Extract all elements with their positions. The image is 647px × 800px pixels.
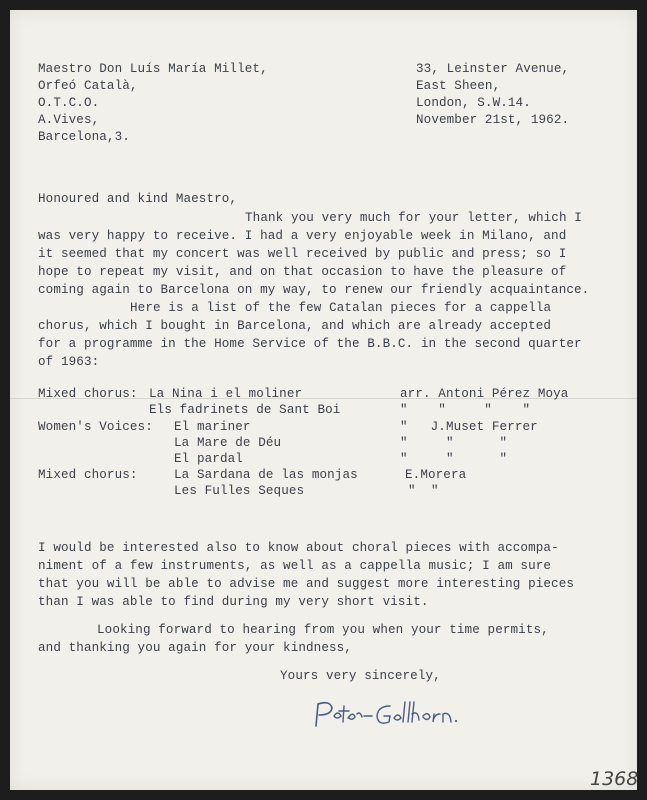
body-line: of 1963: [38, 355, 100, 369]
body-line: than I was able to find during my very short visit. [38, 595, 429, 609]
piece-title: Les Fulles Seques [174, 484, 305, 498]
piece-group: Mixed chorus: [38, 387, 138, 401]
recipient-line: O.T.C.O. [38, 96, 100, 110]
body-line: Thank you very much for your letter, which I [245, 211, 582, 225]
recipient-line: Maestro Don Luís María Millet, [38, 62, 268, 76]
piece-arranger: arr. Antoni Pérez Moya [400, 387, 569, 401]
body-line: was very happy to receive. I had a very enjoyable week in Milano, and [38, 229, 567, 243]
piece-group: Mixed chorus: [38, 468, 138, 482]
archive-number: 1368 [590, 768, 639, 790]
salutation: Honoured and kind Maestro, [38, 192, 238, 206]
body-line: niment of a few instruments, as well as a cappella music; I am sure [38, 559, 552, 573]
body-line: Looking forward to hearing from you when your time permits, [97, 623, 549, 637]
body-line: it seemed that my concert was well received by public and press; so I [38, 247, 567, 261]
date-line: November 21st, 1962. [416, 113, 570, 127]
piece-title: Els fadrinets de Sant Boi [149, 403, 341, 417]
piece-title: El pardal [174, 452, 243, 466]
piece-title: El mariner [174, 420, 251, 434]
sender-line: 33, Leinster Avenue, [416, 62, 570, 76]
body-line: for a programme in the Home Service of the B.B.C. in the second quarter [38, 337, 582, 351]
body-line: that you will be able to advise me and suggest more interesting pieces [38, 577, 575, 591]
piece-title: La Sardana de las monjas [174, 468, 358, 482]
piece-arranger: " J.Muset Ferrer [400, 420, 538, 434]
sender-line: East Sheen, [416, 79, 501, 93]
body-line: hope to repeat my visit, and on that occasion to have the pleasure of [38, 265, 567, 279]
letter-sheet [10, 10, 637, 790]
piece-arranger: " " " [400, 436, 508, 450]
piece-group: Women's Voices: [38, 420, 153, 434]
recipient-line: A.Vives, [38, 113, 100, 127]
body-line: I would be interested also to know about choral pieces with accompa- [38, 541, 559, 555]
piece-arranger: E.Morera [405, 468, 467, 482]
body-line: and thanking you again for your kindness, [38, 641, 352, 655]
body-line: coming again to Barcelona on my way, to renew our friendly acquaintance. [38, 283, 590, 297]
body-line: Here is a list of the few Catalan pieces for a cappella [130, 301, 552, 315]
body-line: chorus, which I bought in Barcelona, and which are already accepted [38, 319, 552, 333]
piece-arranger: " " " [400, 452, 508, 466]
recipient-line: Orfeó Català, [38, 79, 138, 93]
closing: Yours very sincerely, [280, 669, 441, 683]
piece-title: La Nina i el moliner [149, 387, 303, 401]
sender-line: London, S.W.14. [416, 96, 531, 110]
signature [310, 696, 500, 736]
piece-title: La Mare de Déu [174, 436, 282, 450]
piece-arranger: " " " " [400, 403, 531, 417]
recipient-line: Barcelona,3. [38, 130, 130, 144]
piece-arranger: " " [408, 484, 439, 498]
